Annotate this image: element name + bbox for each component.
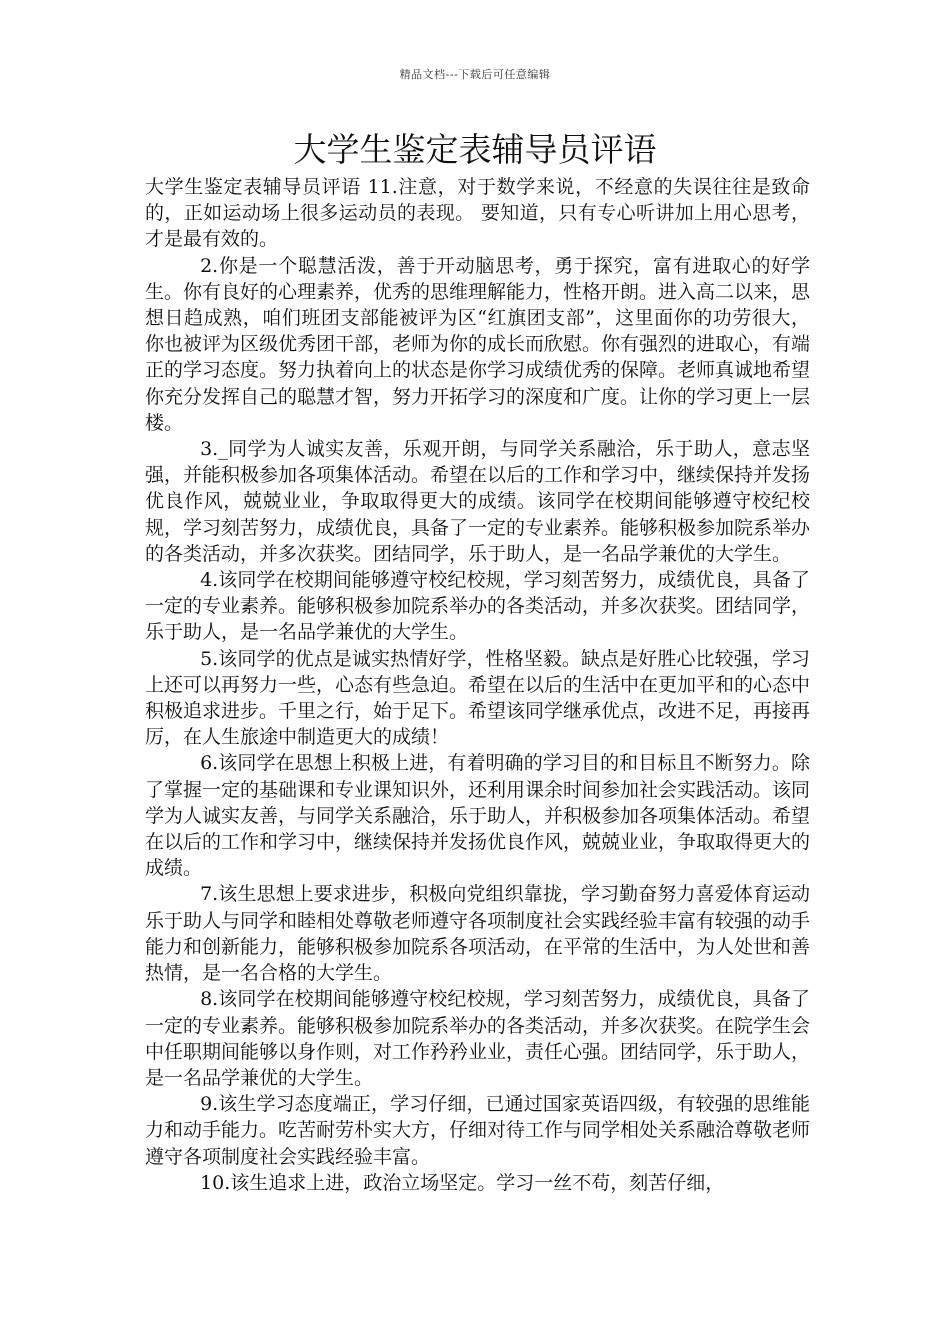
document-body [145,174,810,1196]
paragraph-7: 7.该生思想上要求进步，积极向党组织靠拢，学习勤奋努力喜爱体育运动乐于助人与同学和睦相处尊敬老师遵守各项制度社会实践经验丰富有较强的动手能力和创新能力，能够积极参加院系各项活动，在平常的生活中，为人处世和善热情，是一名合格的大学生。 [145,883,811,985]
paragraph-8: 8.该同学在校期间能够遵守校纪校规，学习刻苦努力，成绩优良，具备了一定的专业素养。能够积极参加院系举办的各类活动，并多次获奖。在院学生会中任职期间能够以身作则，对工作矜矜业业，责任心强。团结同学，乐于助人，是一名品学兼优的大学生。 [145,988,811,1089]
document-title: 大学生鉴定表辅导员评语 [293,130,657,169]
paragraph-9: 9.该生学习态度端正，学习仔细，已通过国家英语四级，有较强的思维能力和动手能力。吃苦耐劳朴实大方，仔细对待工作与同学相处关系融洽尊敬老师遵守各项制度社会实践经验丰富。 [145,1093,811,1168]
paragraph-5: 5.该同学的优点是诚实热情好学，性格坚毅。缺点是好胜心比较强，学习上还可以再努力一些，心态有些急迫。希望在以后的生活中在更加平和的心态中积极追求进步。千里之行，始于足下。希望该同学继承优点，改进不足，再接再厉，在人生旅途中制造更大的成绩！ [145,647,811,749]
paragraph-6: 6.该同学在思想上积极上进，有着明确的学习目的和目标且不断努力。除了掌握一定的基础课和专业课知识外，还利用课余时间参加社会实践活动。该同学为人诚实友善，与同学关系融洽，乐于助人，并积极参加各项集体活动。希望在以后的工作和学习中，继续保持并发扬优良作风，兢兢业业，争取取得更大的成绩。 [145,752,811,880]
paragraph-4: 4.该同学在校期间能够遵守校纪校规，学习刻苦努力，成绩优良，具备了一定的专业素养。能够积极参加院系举办的各类活动，并多次获奖。团结同学，乐于助人，是一名品学兼优的大学生。 [145,569,811,644]
paragraph-3: 3._同学为人诚实友善，乐观开朗，与同学关系融洽，乐于助人，意志坚强，并能积极参加各项集体活动。希望在以后的工作和学习中，继续保持并发扬优良作风，兢兢业业，争取取得更大的成绩。该同学在校期间能够遵守校纪校规，学习刻苦努力，成绩优良，具备了一定的专业素养。能够积极参加院系举办的各类活动，并多次获奖。团结同学，乐于助人，是一名品学兼优的大学生。 [145,438,811,565]
paragraph-1: 大学生鉴定表辅导员评语 11.注意，对于数学来说，不经意的失误往往是致命的，正如运动场上很多运动员的表现。 要知道，只有专心听讲加上用心思考，才是最有效的。 [145,176,810,251]
paragraph-10: 10.该生追求上进，政治立场坚定。学习一丝不苟，刻苦仔细， [200,1171,725,1194]
paragraph-2: 2.你是一个聪慧活泼，善于开动脑思考，勇于探究，富有进取心的好学生。你有良好的心理素养，优秀的思维理解能力，性格开朗。进入高二以来，思想日趋成熟，咱们班团支部能被评为区“红旗团支部”，这里面你的功劳很大，你也被评为区级优秀团干部，老师为你的成长而欣慰。你有强烈的进取心，有端正的学习态度。努力执着向上的状态是你学习成绩优秀的保障。老师真诚地希望你充分发挥自己的聪慧才智，努力开拓学习的深度和广度。让你的学习更上一层楼。 [145,254,811,434]
header-note: 精品文档---下载后可任意编辑 [399,68,551,81]
